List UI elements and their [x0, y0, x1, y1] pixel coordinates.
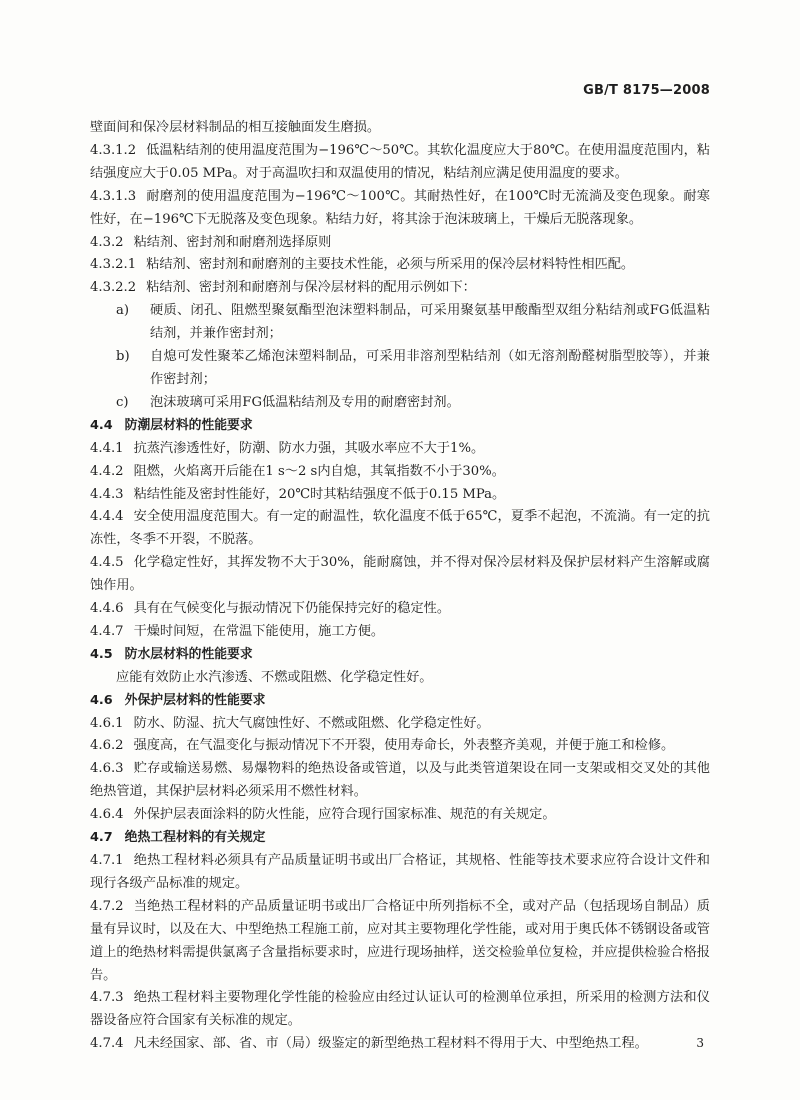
clause-text: 具有在气候变化与振动情况下仍能保持完好的稳定性。 — [133, 601, 451, 617]
heading-number: 4.5 — [90, 646, 113, 662]
clause-number: 4.4.2 — [90, 463, 124, 479]
clause-text: 耐磨剂的使用温度范围为−196℃～100℃。其耐热性好，在100℃时无流淌及变色现象。耐寒性好，在−196℃下无脱落及变色现象。粘结力好，将其涂于泡沫玻璃上，干燥后无脱落现象。 — [90, 188, 710, 227]
clause-4-3-2 — [90, 232, 710, 255]
list-text: 硬质、闭孔、阻燃型聚氨酯型泡沫塑料制品，可采用聚氨基甲酸酯型双组分粘结剂或FG低温粘结剂，并兼作密封剂； — [150, 303, 710, 342]
clause-4-7-2 — [90, 896, 710, 988]
clause-4-6-4 — [90, 804, 710, 827]
clause-4-3-1-2 — [90, 140, 710, 186]
clause-number: 4.6.3 — [90, 761, 124, 777]
clause-4-6-1 — [90, 713, 710, 736]
clause-4-3-1-3 — [90, 186, 710, 232]
clause-text: 阻燃，火焰离开后能在1 s～2 s内自熄，其氧指数不小于30%。 — [133, 463, 505, 479]
clause-number: 4.3.1.2 — [90, 142, 137, 158]
clause-number: 4.7.4 — [90, 1036, 124, 1052]
clause-4-4-4 — [90, 506, 710, 552]
clause-4-7-4 — [90, 1033, 710, 1056]
clause-4-4-6 — [90, 598, 710, 621]
clause-4-4-3 — [90, 484, 710, 507]
clause-text: 凡未经国家、部、省、市（局）级鉴定的新型绝热工程材料不得用于大、中型绝热工程。 — [133, 1036, 648, 1052]
clause-number: 4.4.3 — [90, 486, 124, 502]
list-text: 自熄可发性聚苯乙烯泡沫塑料制品，可采用非溶剂型粘结剂（如无溶剂酚醛树脂型胶等），并兼作密封剂； — [150, 349, 710, 387]
list-label: c) — [116, 394, 129, 410]
clause-number: 4.3.2 — [90, 234, 124, 250]
clause-number: 4.7.3 — [90, 990, 124, 1006]
page-number: 3 — [696, 1036, 704, 1050]
clause-4-6-3 — [90, 758, 710, 804]
clause-4-3-2-1 — [90, 254, 710, 277]
paragraph-text: 应能有效防止水汽渗透、不燃或阻燃、化学稳定性好。 — [116, 669, 433, 685]
clause-number: 4.7.1 — [90, 853, 124, 868]
clause-number: 4.4.1 — [90, 440, 124, 456]
heading-text: 外保护层材料的性能要求 — [124, 692, 266, 708]
list-label: b) — [116, 349, 130, 365]
section-heading-4-4 — [90, 415, 710, 438]
clause-number: 4.4.4 — [90, 509, 124, 525]
clause-4-7-3 — [90, 987, 710, 1033]
section-heading-4-7 — [90, 827, 710, 850]
clause-text: 绝热工程材料主要物理化学性能的检验应由经过认证认可的检测单位承担，所采用的检测方法和仪器设备应符合国家有关标准的规定。 — [90, 990, 710, 1029]
standard-number: GB/T 8175—2008 — [583, 83, 710, 98]
list-item-c — [90, 392, 710, 415]
clause-number: 4.6.4 — [90, 807, 124, 823]
heading-number: 4.6 — [90, 692, 113, 708]
clause-number: 4.4.5 — [90, 555, 124, 571]
clause-4-3-2-2 — [90, 277, 710, 300]
clause-number: 4.3.1.3 — [90, 188, 137, 204]
list-item-a — [90, 300, 710, 346]
clause-4-4-5 — [90, 552, 710, 598]
clause-4-7-1 — [90, 850, 710, 896]
clause-text: 粘结剂、密封剂和耐磨剂选择原则 — [133, 234, 332, 250]
clause-text: 安全使用温度范围大。有一定的耐温性，软化温度不低于65℃，夏季不起泡，不流淌。有一定的抗冻性，冬季不开裂，不脱落。 — [90, 509, 710, 548]
clause-text: 干燥时间短，在常温下能使用，施工方便。 — [133, 623, 385, 639]
clause-text: 绝热工程材料必须具有产品质量证明书或出厂合格证，其规格、性能等技术要求应符合设计文件和现行各级产品标准的规定。 — [90, 853, 710, 891]
clause-4-6-2 — [90, 735, 710, 758]
heading-text: 绝热工程材料的有关规定 — [124, 830, 266, 846]
document-body — [90, 117, 710, 1056]
clause-number: 4.6.2 — [90, 738, 124, 754]
clause-number: 4.3.2.1 — [90, 257, 137, 273]
clause-text: 低温粘结剂的使用温度范围为−196℃～50℃。其软化温度应大于80℃。在使用温度范围内，粘结强度应大于0.05 MPa。对于高温吹扫和双温使用的情况，粘结剂应满足使用温度的要求。 — [90, 142, 710, 181]
clause-text: 防水、防湿、抗大气腐蚀性好、不燃或阻燃、化学稳定性好。 — [133, 715, 490, 731]
clause-4-4-7 — [90, 621, 710, 644]
clause-number: 4.4.7 — [90, 623, 124, 639]
clause-number: 4.3.2.2 — [90, 280, 137, 296]
list-label: a) — [116, 303, 130, 319]
clause-4-4-2 — [90, 461, 710, 484]
paragraph-4-5 — [90, 667, 710, 690]
list-item-b — [90, 346, 710, 392]
clause-text: 外保护层表面涂料的防火性能，应符合现行国家标准、规范的有关规定。 — [133, 807, 556, 823]
section-heading-4-5 — [90, 644, 710, 667]
clause-text: 当绝热工程材料的产品质量证明书或出厂合格证中所列指标不全，或对产品（包括现场自制品）质量有异议时，以及在大、中型绝热工程施工前，应对其主要物理化学性能，或对用于奥氏体不锈钢设备或管道上的绝热材料需提供氯离子含量指标要求时，应进行现场抽样，送交检验单位复检，并应提供检验合格报告。 — [90, 898, 710, 983]
clause-text: 化学稳定性好，其挥发物不大于30%，能耐腐蚀，并不得对保冷层材料及保护层材料产生溶解或腐蚀作用。 — [90, 555, 710, 594]
paragraph — [90, 117, 710, 140]
section-heading-4-6 — [90, 690, 710, 713]
clause-text: 粘结剂、密封剂和耐磨剂与保冷层材料的配用示例如下： — [146, 280, 476, 296]
clause-text: 粘结剂、密封剂和耐磨剂的主要技术性能，必须与所采用的保冷层材料特性相匹配。 — [146, 257, 635, 273]
clause-text: 抗蒸汽渗透性好，防潮、防水力强，其吸水率应不大于1%。 — [133, 440, 485, 456]
clause-number: 4.4.6 — [90, 601, 124, 617]
clause-4-4-1 — [90, 438, 710, 461]
clause-number: 4.7.2 — [90, 898, 124, 914]
clause-number: 4.6.1 — [90, 715, 124, 731]
list-text: 泡沫玻璃可采用FG低温粘结剂及专用的耐磨密封剂。 — [150, 394, 460, 410]
heading-number: 4.7 — [90, 830, 113, 846]
paragraph-text: 壁面间和保冷层材料制品的相互接触面发生磨损。 — [90, 120, 381, 135]
clause-text: 粘结性能及密封性能好，20℃时其粘结强度不低于0.15 MPa。 — [133, 486, 506, 502]
heading-number: 4.4 — [90, 417, 113, 433]
heading-text: 防水层材料的性能要求 — [124, 646, 253, 662]
clause-text: 贮存或输送易燃、易爆物料的绝热设备或管道，以及与此类管道架设在同一支架或相交叉处的其他绝热管道，其保护层材料必须采用不燃性材料。 — [90, 761, 710, 800]
clause-text: 强度高，在气温变化与振动情况下不开裂，使用寿命长，外表整齐美观，并便于施工和检修。 — [133, 738, 675, 754]
heading-text: 防潮层材料的性能要求 — [124, 417, 253, 433]
